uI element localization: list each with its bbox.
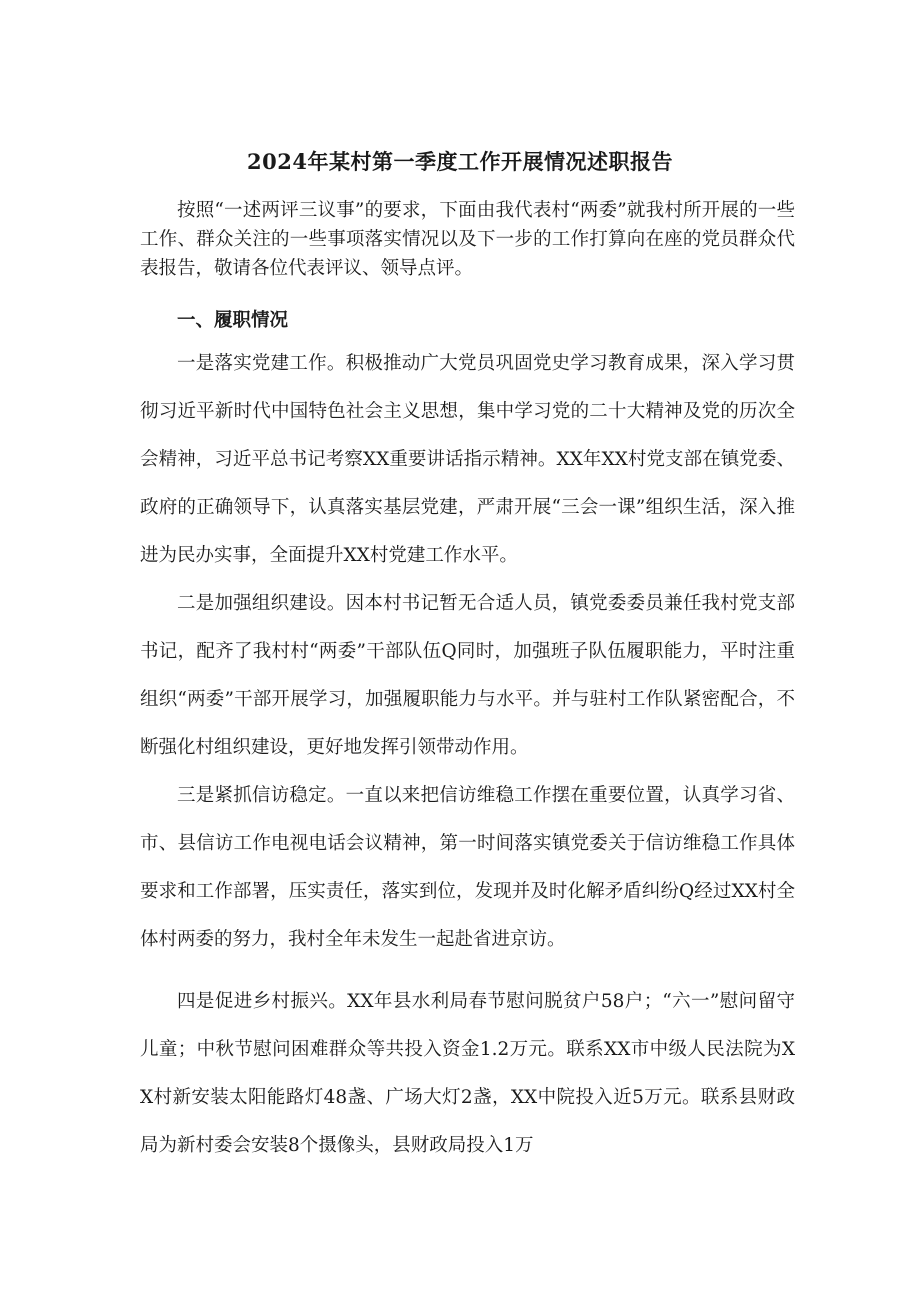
paragraph-party-building: 一是落实党建工作。积极推动广大党员巩固党史学习教育成果，深入学习贯彻习近平新时代中国特色社会主义思想，集中学习党的二十大精神及党的历次全会精神，习近平总书记考察XX重要讲话指示精神。XX年XX村党支部在镇党委、政府的正确领导下，认真落实基层党建，严肃开展“三会一课”组织生活，深入推进为民办实事，全面提升XX村党建工作水平。 [140,353,795,566]
document-title: 2024年某村第一季度工作开展情况述职报告 [247,149,673,174]
paragraph-petition-stability: 三是紧抓信访稳定。一直以来把信访维稳工作摆在重要位置，认真学习省、市、县信访工作电视电话会议精神，第一时间落实镇党委关于信访维稳工作具体要求和工作部署，压实责任，落实到位，发现并及时化解矛盾纠纷Q经过XX村全体村两委的努力，我村全年未发生一起赴省进京访。 [140,785,795,950]
paragraph-organization: 二是加强组织建设。因本村书记暂无合适人员，镇党委委员兼任我村党支部书记，配齐了我村村“两委”干部队伍Q同时，加强班子队伍履职能力，平时注重组织“两委”干部开展学习，加强履职能力与水平。并与驻村工作队紧密配合，不断强化村组织建设，更好地发挥引领带动作用。 [140,593,795,758]
intro-paragraph: 按照“一述两评三议事”的要求，下面由我代表村“两委”就我村所开展的一些工作、群众关注的一些事项落实情况以及下一步的工作打算向在座的党员群众代表报告，敬请各位代表评议、领导点评。 [140,200,795,279]
paragraph-rural-revitalization: 四是促进乡村振兴。XX年县水利局春节慰问脱贫户58户；“六一”慰问留守儿童；中秋节慰问困难群众等共投入资金1.2万元。联系XX市中级人民法院为XX村新安装太阳能路灯48盏、广场大灯2盏，XX中院投入近5万元。联系县财政局为新村委会安装8个摄像头，县财政局投入1万 [140,991,795,1156]
section-heading: 一、履职情况 [177,310,289,331]
